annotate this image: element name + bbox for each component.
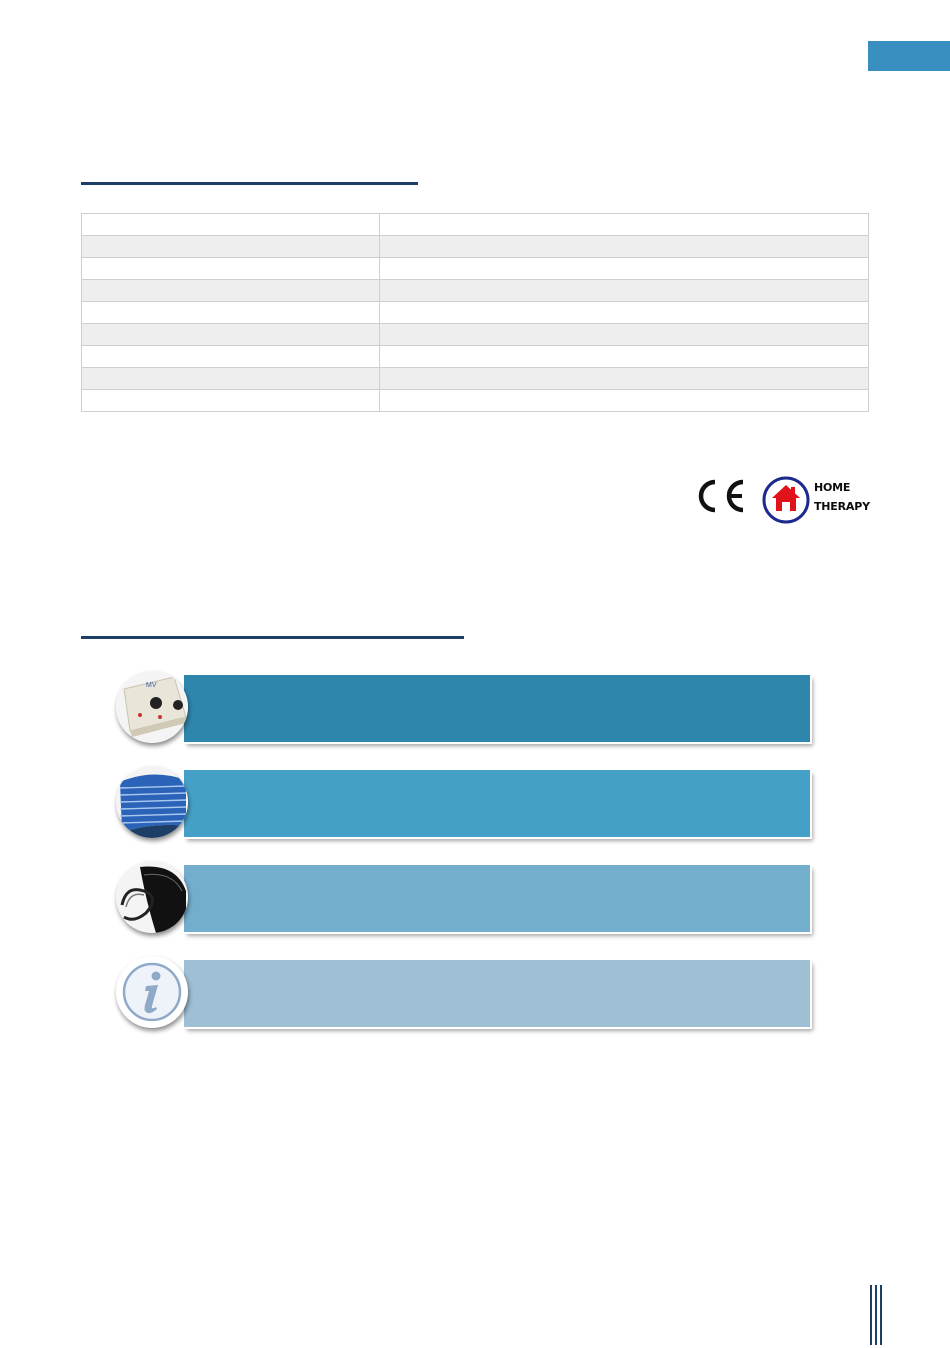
- spec-value: [380, 346, 869, 368]
- spec-label: [82, 302, 380, 324]
- feature-info: [114, 956, 714, 1038]
- feature-applicator: [114, 766, 714, 848]
- spec-label: [82, 258, 380, 280]
- feature-band: [184, 960, 810, 1027]
- applicator-pad-icon: [116, 766, 188, 838]
- table-row: [82, 258, 869, 280]
- spec-value: [380, 236, 869, 258]
- feature-cable: [114, 861, 714, 943]
- home-therapy-line-2: THERAPY: [814, 500, 870, 513]
- table-row: [82, 346, 869, 368]
- spec-label: [82, 346, 380, 368]
- feature-band: [184, 675, 810, 742]
- spec-label: [82, 324, 380, 346]
- feature-device: [114, 671, 714, 753]
- spec-label: [82, 214, 380, 236]
- corner-tab: [868, 41, 950, 71]
- table-row: [82, 302, 869, 324]
- table-row: [82, 214, 869, 236]
- table-row: [82, 368, 869, 390]
- device-unit-icon: [116, 671, 188, 743]
- spec-value: [380, 324, 869, 346]
- svg-text:MV: MV: [146, 682, 157, 689]
- ce-mark-icon: [694, 478, 746, 514]
- table-row: [82, 390, 869, 412]
- spec-value: [380, 302, 869, 324]
- home-therapy-badge: [761, 474, 873, 526]
- section-2-rule: [81, 636, 464, 639]
- spec-label: [82, 236, 380, 258]
- spec-label: [82, 390, 380, 412]
- table-row: [82, 280, 869, 302]
- section-1-rule: [81, 182, 418, 185]
- spec-value: [380, 214, 869, 236]
- house-icon: [761, 474, 811, 526]
- spec-value: [380, 368, 869, 390]
- spec-table: [81, 213, 869, 412]
- cable-icon: [116, 861, 188, 933]
- feature-band: [184, 865, 810, 932]
- home-therapy-line-1: HOME: [814, 481, 851, 494]
- table-row: [82, 236, 869, 258]
- spec-value: [380, 390, 869, 412]
- spec-value: [380, 258, 869, 280]
- feature-band: [184, 770, 810, 837]
- info-icon: [116, 956, 188, 1028]
- spec-label: [82, 280, 380, 302]
- spec-label: [82, 368, 380, 390]
- page-edge-bars: [870, 1285, 882, 1345]
- spec-value: [380, 280, 869, 302]
- table-row: [82, 324, 869, 346]
